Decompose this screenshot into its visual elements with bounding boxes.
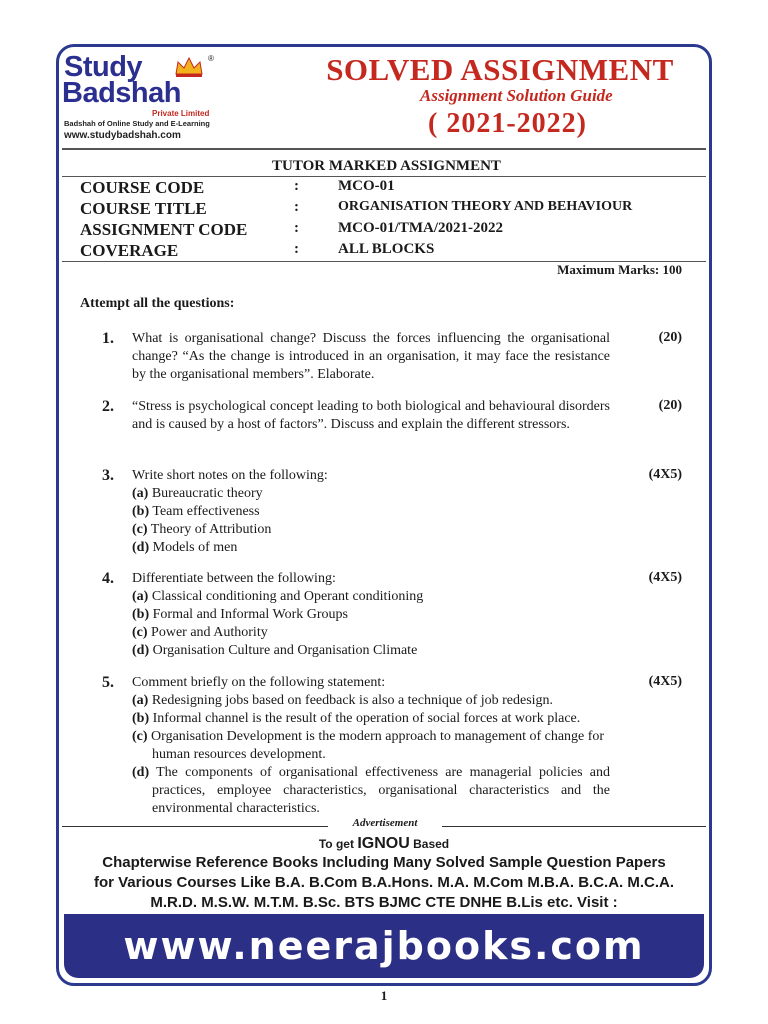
question-part	[132, 588, 610, 606]
maximum-marks: Maximum Marks: 100	[557, 262, 682, 277]
info-colon: :	[294, 220, 299, 236]
question-text: Write short notes on the following:	[132, 468, 328, 483]
session-year: ( 2021-2022)	[428, 108, 587, 139]
part-text: Redesigning jobs based on feedback is also a technique of job redesign.	[151, 693, 554, 708]
heading-divider	[62, 176, 706, 177]
advert-divider-right	[442, 826, 706, 827]
part-label: (c)	[132, 625, 148, 640]
part-label: (a)	[132, 486, 149, 501]
neerajbooks-website-banner[interactable]: www.neerajbooks.com	[64, 914, 704, 978]
question-part	[132, 728, 610, 764]
part-text: Organisation Development is the modern approach to management of change for human resources development.	[151, 729, 605, 762]
info-key: COVERAGE	[80, 241, 179, 260]
page-title: SOLVED ASSIGNMENT	[326, 52, 674, 87]
info-row-course-code	[80, 178, 690, 198]
question-text: What is organisational change? Discuss the forces influencing the organisational change? “As the change is introduced in an organisation, it may face the resistance by the organisational members”. Elaborate.	[132, 331, 610, 382]
question-marks: (4X5)	[648, 674, 682, 689]
part-label: (d)	[132, 643, 150, 658]
question-text: Differentiate between the following:	[132, 571, 336, 586]
info-key: COURSE CODE	[80, 178, 205, 197]
question-marks: (20)	[658, 330, 682, 345]
part-label: (a)	[132, 589, 149, 604]
question-part	[132, 624, 610, 642]
question-body	[132, 570, 610, 660]
question-part	[132, 710, 610, 728]
question-number: 4.	[102, 570, 114, 587]
info-key: ASSIGNMENT CODE	[80, 220, 248, 239]
part-text: Power and Authority	[151, 625, 268, 640]
info-row-course-title	[80, 199, 690, 219]
part-label: (b)	[132, 607, 150, 622]
question-part	[132, 503, 610, 521]
part-label: (d)	[132, 765, 150, 780]
info-row-coverage	[80, 241, 690, 261]
part-text: Classical conditioning and Operant conditioning	[151, 589, 424, 604]
info-colon: :	[294, 178, 299, 194]
header-divider	[62, 148, 706, 150]
question-part	[132, 764, 610, 818]
advert-based: Based	[413, 837, 450, 851]
crown-icon	[174, 56, 204, 78]
info-row-assignment-code	[80, 220, 690, 240]
info-colon: :	[294, 241, 299, 257]
page-subtitle: Assignment Solution Guide	[420, 86, 613, 105]
advert-to-get: To get	[318, 837, 354, 851]
advert-line-3: M.R.D. M.S.W. M.T.M. B.Sc. BTS BJMC CTE DNHE B.Lis etc. Visit :	[150, 894, 618, 911]
question-part	[132, 539, 610, 557]
question-number: 3.	[102, 467, 114, 484]
part-text: Team effectiveness	[152, 504, 260, 519]
part-label: (d)	[132, 540, 150, 555]
part-label: (b)	[132, 504, 150, 519]
advert-line-2: for Various Courses Like B.A. B.Com B.A.Hons. M.A. M.Com M.B.A. B.C.A. M.C.A.	[93, 874, 675, 891]
advert-label: Advertisement	[352, 817, 418, 829]
question-part	[132, 521, 610, 539]
question-part	[132, 606, 610, 624]
question-text: Comment briefly on the following statement:	[132, 675, 386, 690]
question-body	[132, 467, 610, 557]
part-label: (b)	[132, 711, 150, 726]
part-text: The components of organisational effectiveness are managerial policies and practices, employee characteristics, organisational characteristics and the environmental characteristics.	[152, 765, 610, 816]
question-text: “Stress is psychological concept leading to both biological and behavioural disorders and is caused by a host of factors”. Discuss and explain the different stressors.	[132, 399, 610, 432]
advert-divider-left	[62, 826, 328, 827]
part-label: (c)	[132, 729, 148, 744]
logo-tagline: Badshah of Online Study and E-Learning	[64, 119, 210, 128]
info-colon: :	[294, 199, 299, 215]
logo-website: www.studybadshah.com	[64, 130, 181, 141]
question-number: 5.	[102, 674, 114, 691]
question-part	[132, 642, 610, 660]
registered-mark: ®	[208, 54, 214, 63]
assignment-heading: TUTOR MARKED ASSIGNMENT	[272, 158, 501, 174]
question-number: 1.	[102, 330, 114, 347]
question-body	[132, 674, 610, 818]
info-value: ORGANISATION THEORY AND BEHAVIOUR	[338, 199, 633, 214]
question-marks: (4X5)	[648, 467, 682, 482]
question-marks: (4X5)	[648, 570, 682, 585]
part-text: Informal channel is the result of the operation of social forces at work place.	[152, 711, 581, 726]
info-value: MCO-01	[338, 178, 395, 194]
logo-word-badshah: Badshah	[62, 77, 181, 109]
part-label: (c)	[132, 522, 148, 537]
info-value: MCO-01/TMA/2021-2022	[338, 220, 503, 236]
instruction: Attempt all the questions:	[80, 296, 235, 311]
part-label: (a)	[132, 693, 149, 708]
question-number: 2.	[102, 398, 114, 415]
page-number: 1	[380, 988, 388, 1003]
part-text: Bureaucratic theory	[151, 486, 263, 501]
logo-word-study: Study	[64, 51, 143, 83]
question-marks: (20)	[658, 398, 682, 413]
advert-brand: IGNOU	[357, 835, 410, 852]
part-text: Theory of Attribution	[150, 522, 272, 537]
question-part	[132, 692, 610, 710]
part-text: Formal and Informal Work Groups	[152, 607, 348, 622]
question-part	[132, 485, 610, 503]
info-key: COURSE TITLE	[80, 199, 207, 218]
advert-intro	[0, 835, 768, 853]
advert-line-1: Chapterwise Reference Books Including Many Solved Sample Question Papers	[102, 854, 666, 871]
part-text: Organisation Culture and Organisation Climate	[152, 643, 418, 658]
part-text: Models of men	[152, 540, 238, 555]
logo-company-type: Private Limited	[152, 109, 210, 118]
info-value: ALL BLOCKS	[338, 241, 435, 257]
